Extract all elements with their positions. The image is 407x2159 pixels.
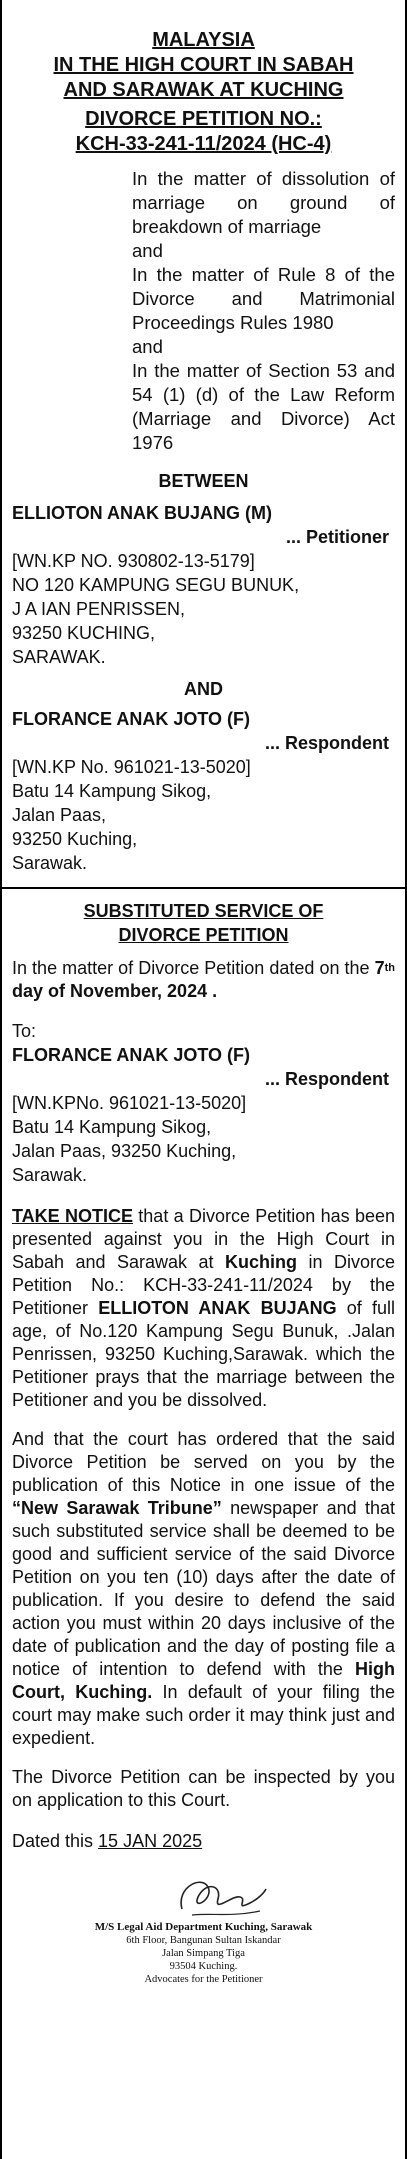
respondent-name: FLORANCE ANAK JOTO (F) xyxy=(12,709,250,729)
dated-date: 15 JAN 2025 xyxy=(98,1831,203,1851)
to-name: FLORANCE ANAK JOTO (F) xyxy=(12,1045,250,1065)
petitioner-address-line: J A IAN PENRISSEN, xyxy=(12,599,186,619)
matter-and-1: and xyxy=(132,240,163,261)
matter-dissolution: In the matter of dissolution of marriage on ground of breakdown of marriage xyxy=(132,168,395,237)
between-heading: BETWEEN xyxy=(158,471,249,491)
petitioner-block xyxy=(12,501,395,669)
notice-kuching: Kuching xyxy=(225,1252,298,1272)
court-heading-line2: AND SARAWAK AT KUCHING xyxy=(63,79,344,101)
order-court: High Court, Kuching. xyxy=(12,1659,395,1702)
respondent-address-line: Batu 14 Kampung Sikog, xyxy=(12,781,212,801)
petition-date-text: In the matter of Divorce Petition dated on the xyxy=(12,958,375,978)
to-block xyxy=(12,1019,395,1187)
to-address-line: Jalan Paas, 93250 Kuching, xyxy=(12,1141,237,1161)
petition-number: KCH-33-241-11/2024 (HC-4) xyxy=(75,133,332,155)
firm-name: M/S Legal Aid Department Kuching, Sarawak xyxy=(94,1921,313,1933)
respondent-block xyxy=(12,707,395,875)
petitioner-role: ... Petitioner xyxy=(285,527,389,547)
dated-label: Dated this xyxy=(12,1831,99,1851)
court-heading-line1: IN THE HIGH COURT IN SABAH xyxy=(53,54,354,76)
in-the-matter-block xyxy=(12,167,395,455)
to-ic: [WN.KPNo. 961021-13-5020] xyxy=(12,1093,247,1113)
respondent-address-line: Sarawak. xyxy=(12,853,88,873)
country-heading: MALAYSIA xyxy=(152,29,255,51)
petitioner-ic: [WN.KP NO. 930802-13-5179] xyxy=(12,551,255,571)
petitioner-name: ELLIOTON ANAK BUJANG (M) xyxy=(12,503,272,523)
to-address-line: Batu 14 Kampung Sikog, xyxy=(12,1117,212,1137)
take-notice-paragraph xyxy=(12,1205,395,1412)
firm-role: Advocates for the Petitioner xyxy=(144,1974,263,1985)
petitioner-address-line: SARAWAK. xyxy=(12,647,106,667)
inspection-paragraph: The Divorce Petition can be inspected by you on application to this Court. xyxy=(12,1767,395,1810)
ss-title-line1: SUBSTITUTED SERVICE OF xyxy=(83,901,324,921)
notice-text: that a Divorce Petition has been presented against you in the High Court in Sabah and Sarawak at xyxy=(12,1206,396,1272)
signature-block xyxy=(12,1867,395,2017)
to-role: ... Respondent xyxy=(264,1069,389,1089)
section-divider xyxy=(2,887,405,889)
order-newspaper: “New Sarawak Tribune” xyxy=(12,1498,222,1518)
notice-petitioner: ELLIOTON ANAK BUJANG xyxy=(98,1298,337,1318)
petition-date-paragraph xyxy=(12,957,395,1003)
signature-icon xyxy=(162,1867,272,1927)
firm-details xyxy=(12,1921,395,1986)
petition-day-suffix: th xyxy=(384,962,395,974)
order-text: In default of your filing the court may make such order it may think just and expedient. xyxy=(12,1682,396,1748)
petitioner-address-line: NO 120 KAMPUNG SEGU BUNUK, xyxy=(12,575,300,595)
order-text: And that the court has ordered that the said Divorce Petition be served on you by the publication of this Notice in one issue of the xyxy=(12,1429,395,1495)
take-notice-label: TAKE NOTICE xyxy=(12,1206,133,1226)
dated-line xyxy=(12,1830,395,1853)
court-header xyxy=(12,28,395,157)
to-address-line: Sarawak. xyxy=(12,1165,88,1185)
notice-text: of full age, of No.120 Kampung Segu Bunuk, .Jalan Penrissen, 93250 Kuching,Sarawak. which the Petitioner prays that the marriage between the Petitioner and you be dissolved. xyxy=(12,1298,395,1410)
petition-month-year: day of November, 2024 . xyxy=(12,981,218,1001)
petition-day: 7 xyxy=(374,958,385,978)
ss-title-line2: DIVORCE PETITION xyxy=(118,925,289,945)
to-label: To: xyxy=(12,1021,37,1041)
order-text: newspaper and that such substituted service shall be deemed to be good and sufficient service of the said Divorce Petition on you ten (10) days after the date of publication. If you desire to defend the said action you must within 20 days inclusive of the date of publication and the day of posting file a notice of intention to defend with the xyxy=(12,1498,395,1679)
matter-section-53: In the matter of Section 53 and 54 (1) (d) of the Law Reform (Marriage and Divorce) Act 1976 xyxy=(132,360,395,453)
respondent-ic: [WN.KP No. 961021-13-5020] xyxy=(12,757,251,777)
respondent-address-line: 93250 Kuching, xyxy=(12,829,138,849)
respondent-address-line: Jalan Paas, xyxy=(12,805,107,825)
notice-text: in Divorce Petition No.: KCH-33-241-11/2024 by the Petitioner xyxy=(12,1252,395,1318)
petition-number-label: DIVORCE PETITION NO.: xyxy=(85,108,322,130)
and-heading: AND xyxy=(184,679,223,699)
court-order-paragraph xyxy=(12,1428,395,1750)
firm-address-line: Jalan Simpang Tiga xyxy=(162,1948,245,1959)
petitioner-address-line: 93250 KUCHING, xyxy=(12,623,156,643)
matter-rule-8: In the matter of Rule 8 of the Divorce and Matrimonial Proceedings Rules 1980 xyxy=(132,264,395,333)
firm-address-line: 93504 Kuching. xyxy=(169,1961,238,1972)
respondent-role: ... Respondent xyxy=(264,733,389,753)
firm-address-line: 6th Floor, Bangunan Sultan Iskandar xyxy=(126,1935,281,1946)
matter-and-2: and xyxy=(132,336,163,357)
